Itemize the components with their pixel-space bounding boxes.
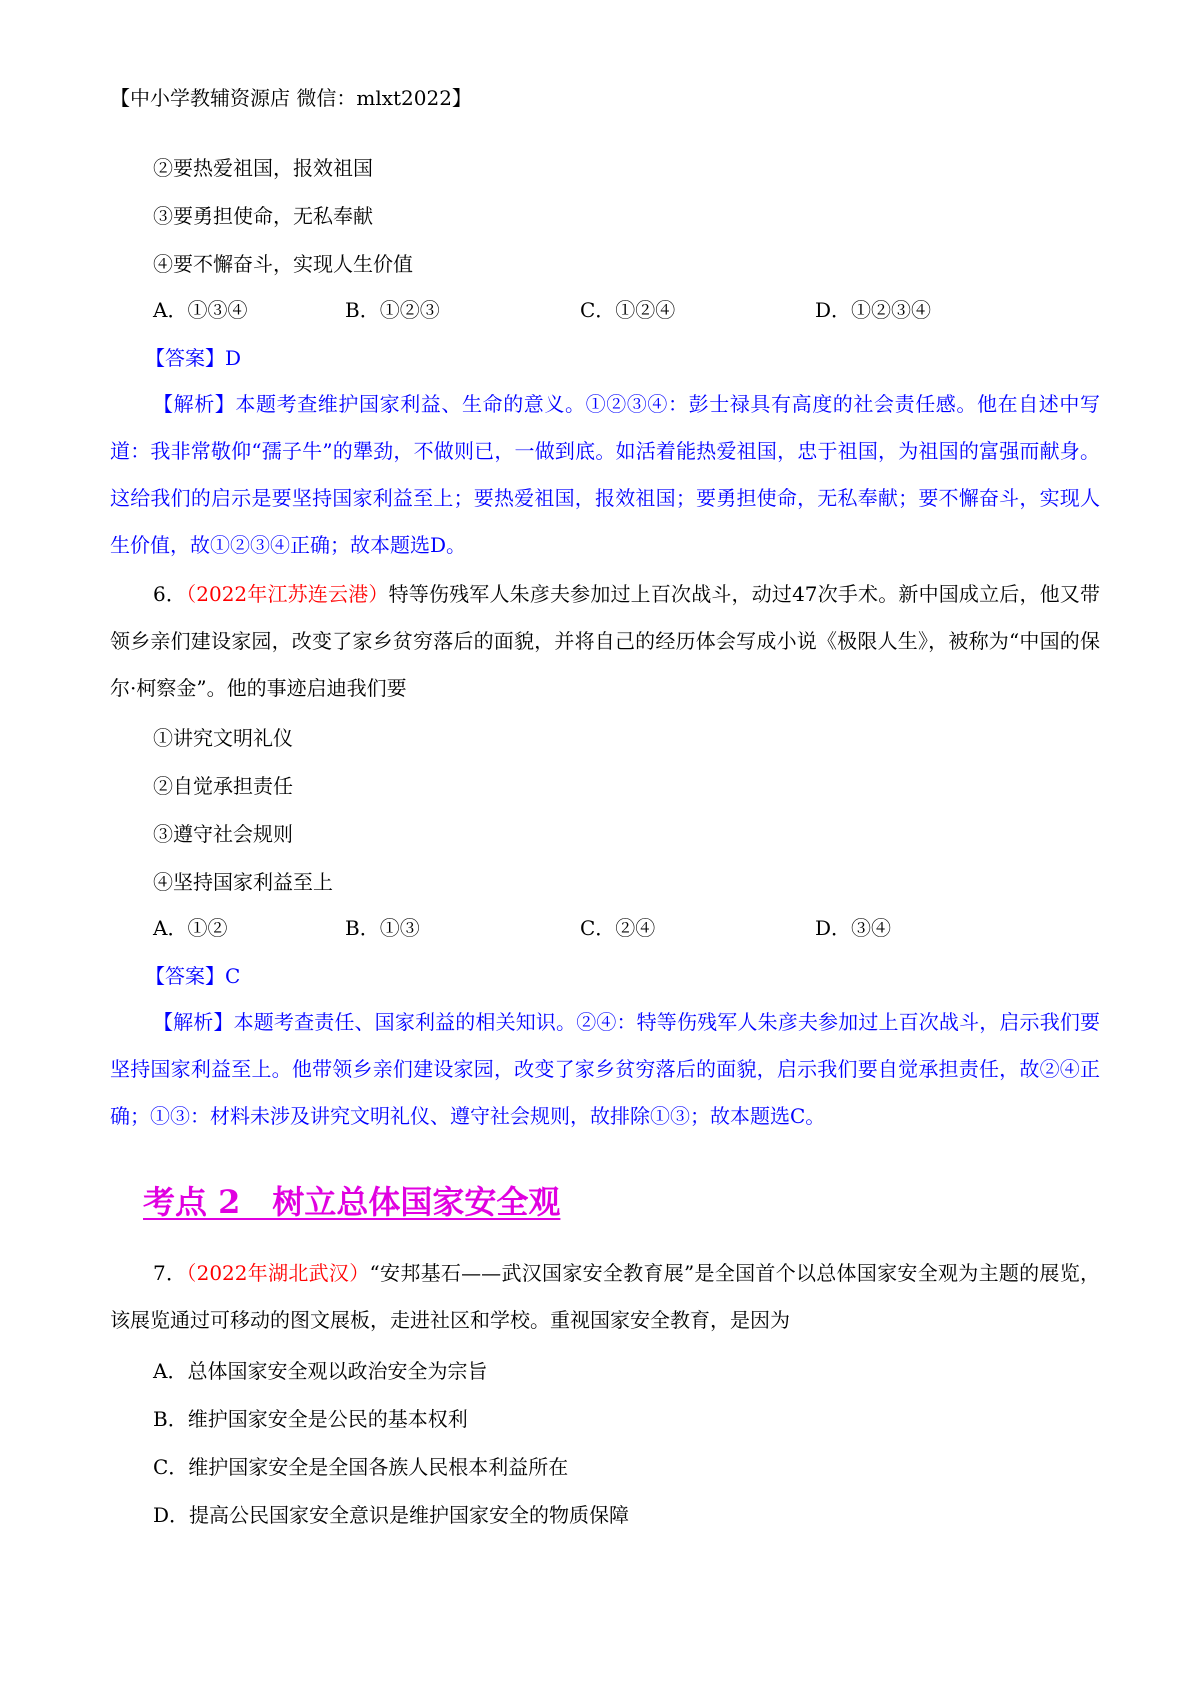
q5-option-d: D．①②③④ xyxy=(815,298,932,322)
q5-option-c: C．①②④ xyxy=(580,298,676,322)
q5-item-3: ③要勇担使命，无私奉献 xyxy=(153,204,373,228)
q6-stem-text: 特等伤残军人朱彦夫参加过上百次战斗，动过47次手术。新中国成立后，他又带领乡亲们建设家园，改变了家乡贫穷落后的面貌，并将自己的经历体会写成小说《极限人生》，被称为“中国的保尔·柯察金”。他的事迹启迪我们要 xyxy=(110,582,1100,700)
q6-number: 6． xyxy=(153,582,187,606)
q7-option-d: D．提高公民国家安全意识是维护国家安全的物质保障 xyxy=(153,1503,630,1527)
q6-item-4: ④坚持国家利益至上 xyxy=(153,870,333,894)
q5-answer: 【答案】D xyxy=(145,346,242,370)
q7-stem xyxy=(110,1250,1100,1344)
q6-item-2: ②自觉承担责任 xyxy=(153,774,293,798)
q6-option-b: B．①③ xyxy=(345,916,420,940)
q6-answer: 【答案】C xyxy=(145,964,241,988)
q6-option-a: A．①② xyxy=(153,916,228,940)
q7-source: （2022年湖北武汉） xyxy=(186,1261,370,1285)
section-title: 考点 2 树立总体国家安全观 xyxy=(143,1183,561,1221)
q6-item-3: ③遵守社会规则 xyxy=(153,822,293,846)
q6-option-c: C．②④ xyxy=(580,916,656,940)
q6-analysis-label: 【解析】 xyxy=(153,1010,234,1034)
q6-stem xyxy=(110,571,1100,712)
page-header: 【中小学教辅资源店 微信：mlxt2022】 xyxy=(110,86,472,110)
q6-analysis-text: 本题考查责任、国家利益的相关知识。②④：特等伤残军人朱彦夫参加过上百次战斗，启示我们要坚持国家利益至上。他带领乡亲们建设家园，改变了家乡贫穷落后的面貌，启示我们要自觉承担责任，故②④正确；①③：材料未涉及讲究文明礼仪、遵守社会规则，故排除①③；故本题选C。 xyxy=(110,1010,1101,1128)
q5-analysis xyxy=(110,381,1100,569)
q5-item-2: ②要热爱祖国，报效祖国 xyxy=(153,156,373,180)
q7-option-a: A．总体国家安全观以政治安全为宗旨 xyxy=(153,1359,488,1383)
q5-option-a: A．①③④ xyxy=(153,298,248,322)
q6-source: （2022年江苏连云港） xyxy=(186,582,389,606)
q6-item-1: ①讲究文明礼仪 xyxy=(153,726,293,750)
q7-number: 7． xyxy=(153,1261,187,1285)
q6-option-d: D．③④ xyxy=(815,916,892,940)
q7-option-b: B．维护国家安全是公民的基本权利 xyxy=(153,1407,468,1431)
q7-stem-text: “安邦基石——武汉国家安全教育展”是全国首个以总体国家安全观为主题的展览，该展览通过可移动的图文展板，走进社区和学校。重视国家安全教育，是因为 xyxy=(110,1261,1101,1332)
q6-analysis xyxy=(110,999,1100,1140)
q5-item-4: ④要不懈奋斗，实现人生价值 xyxy=(153,252,413,276)
q5-analysis-label: 【解析】 xyxy=(153,392,236,416)
q7-option-c: C．维护国家安全是全国各族人民根本利益所在 xyxy=(153,1455,569,1479)
q5-analysis-text: 本题考查维护国家利益、生命的意义。①②③④：彭士禄具有高度的社会责任感。他在自述中写道：我非常敬仰“孺子牛”的犟劲，不做则已，一做到底。如活着能热爱祖国，忠于祖国，为祖国的富强而献身。这给我们的启示是要坚持国家利益至上；要热爱祖国，报效祖国；要勇担使命，无私奉献；要不懈奋斗，实现人生价值，故①②③④正确；故本题选D。 xyxy=(110,392,1101,557)
q5-option-b: B．①②③ xyxy=(345,298,440,322)
